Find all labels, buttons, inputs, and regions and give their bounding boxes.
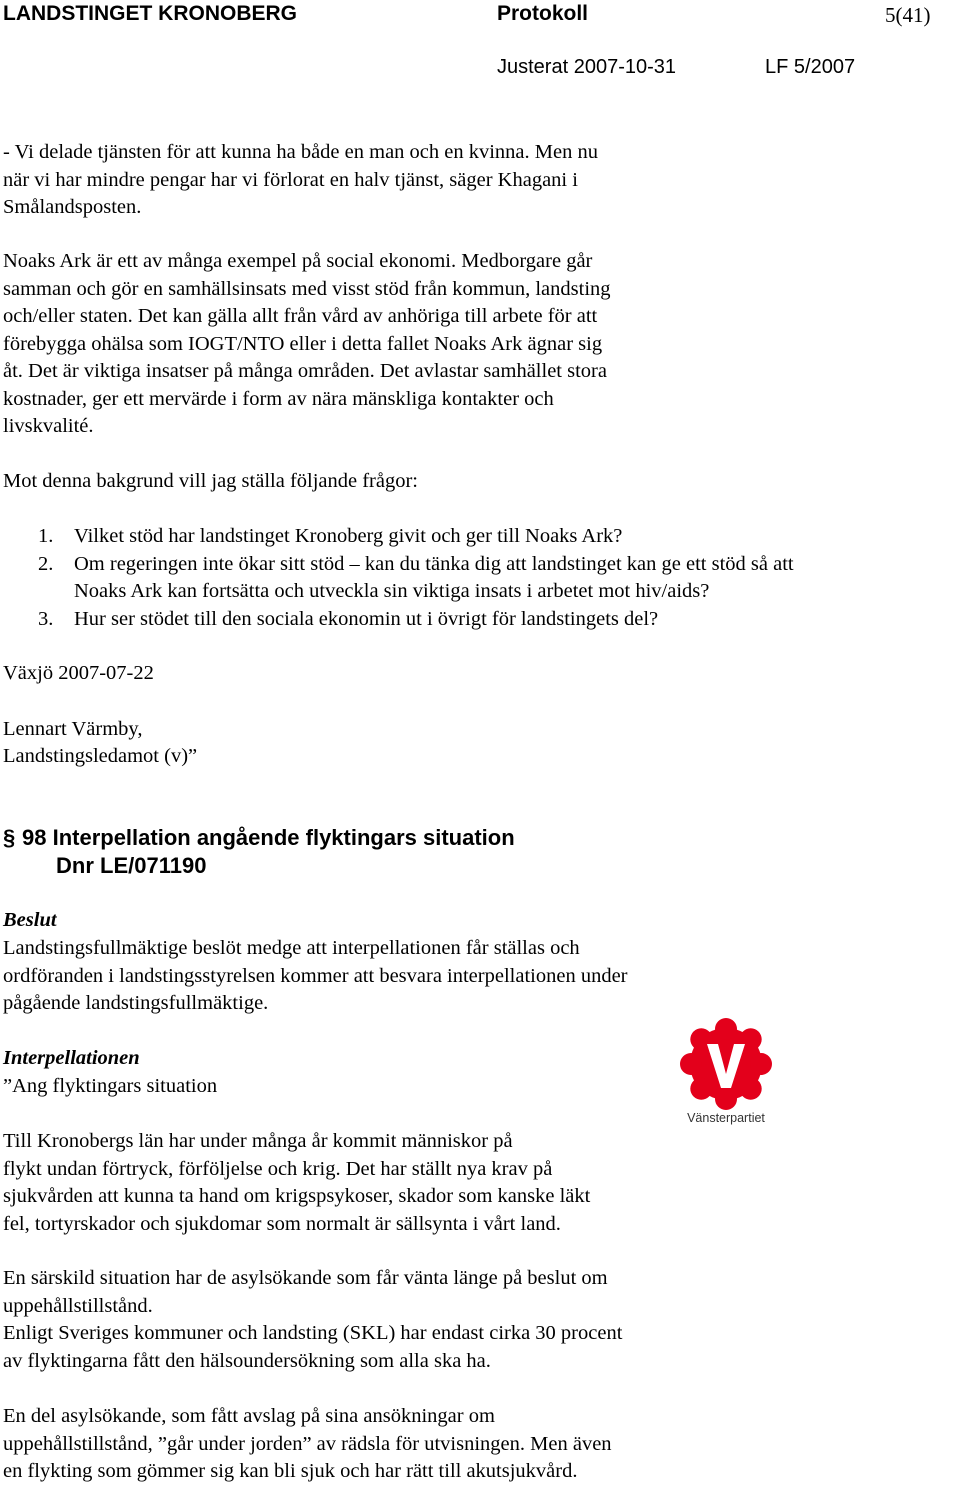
text-line: Noaks Ark är ett av många exempel på social ekonomi. Medborgare går: [3, 250, 593, 272]
text-line: flykt undan förtryck, förföljelse och krig. Det har ställt nya krav på: [3, 1157, 553, 1180]
text-line: Smålandsposten.: [3, 196, 142, 218]
doc-type: Protokoll: [497, 2, 589, 25]
list-item: Vilket stöd har landstinget Kronoberg givit och ger till Noaks Ark?: [74, 525, 623, 547]
text-line: åt. Det är viktiga insatser på många områden. Det avlastar samhället stora: [3, 360, 607, 382]
signer-name: Lennart Värmby,: [3, 718, 143, 740]
section-symbol: §: [3, 825, 16, 850]
text-line: - Vi delade tjänsten för att kunna ha både en man och en kvinna. Men nu: [3, 141, 598, 163]
beslut-text: [3, 935, 628, 1018]
section-dnr: Dnr LE/071190: [56, 853, 207, 878]
list-item: Om regeringen inte ökar sitt stöd – kan du tänka dig att landstinget kan ge ett stöd så att: [74, 552, 794, 575]
reference-number: LF 5/2007: [765, 56, 856, 78]
text-line: Till Kronobergs län har under många år kommit människor på: [3, 1130, 513, 1152]
logo-caption: Vänsterpartiet: [687, 1111, 765, 1125]
question-intro: Mot denna bakgrund vill jag ställa följande frågor:: [3, 470, 419, 492]
org-name: LANDSTINGET KRONOBERG: [3, 2, 297, 25]
text-line: En särskild situation har de asylsökande som får vänta länge på beslut om: [3, 1267, 608, 1289]
rose-v-icon: [678, 1016, 774, 1112]
list-number: 3.: [38, 607, 54, 630]
text-line: fel, tortyrskador och sjukdomar som normalt är sällsynta i vårt land.: [3, 1212, 561, 1235]
question-list: [0, 523, 960, 633]
approved-date: Justerat 2007-10-31: [497, 56, 677, 78]
text-line: förebygga ohälsa som IOGT/NTO eller i detta fallet Noaks Ark ägnar sig: [3, 332, 603, 355]
paragraph-asylum: [3, 1265, 622, 1375]
text-line: sjukvården att kunna ta hand om krigspsykoser, skador som kanske läkt: [3, 1185, 591, 1207]
paragraph-refugees: [3, 1128, 590, 1238]
text-line: av flyktingarna fått den hälsoundersökning som alla ska ha.: [3, 1349, 491, 1372]
interpellation-heading: Interpellationen: [3, 1047, 140, 1069]
section-title: 98 Interpellation angående flyktingars situation: [22, 825, 515, 850]
text-line: En del asylsökande, som fått avslag på sina ansökningar om: [3, 1405, 495, 1427]
text-line: livskvalité.: [3, 415, 94, 437]
text-line: och/eller staten. Det kan gälla allt från vård av anhöriga till arbete för att: [3, 305, 598, 327]
text-line: Landstingsfullmäktige beslöt medge att interpellationen får ställas och: [3, 937, 580, 959]
paragraph-social-economy: [3, 248, 611, 441]
list-number: 1.: [38, 525, 54, 547]
vansterpartiet-logo: [678, 1016, 774, 1128]
list-item: Hur ser stödet till den sociala ekonomin ut i övrigt för landstingets del?: [74, 607, 659, 630]
text-line: uppehållstillstånd, ”går under jorden” av rädsla för utvisningen. Men även: [3, 1432, 612, 1455]
page-number: 5(41): [885, 3, 931, 27]
text-line: ordföranden i landstingsstyrelsen kommer att besvara interpellationen under: [3, 964, 628, 987]
text-line: en flykting som gömmer sig kan bli sjuk och har rätt till akutsjukvård.: [3, 1460, 578, 1482]
paragraph-hidden-refugees: [3, 1403, 612, 1486]
paragraph-quote: [3, 139, 598, 222]
signer-title: Landstingsledamot (v)”: [3, 745, 198, 767]
list-number: 2.: [38, 552, 54, 575]
text-line: kostnader, ger ett mervärde i form av nära mänskliga kontakter och: [3, 387, 554, 410]
beslut-heading: Beslut: [3, 909, 57, 931]
text-line: uppehållstillstånd.: [3, 1294, 153, 1317]
text-line: när vi har mindre pengar har vi förlorat en halv tjänst, säger Khagani i: [3, 168, 578, 191]
list-item-continued: Noaks Ark kan fortsätta och utveckla sin viktiga insats i arbetet mot hiv/aids?: [74, 580, 710, 602]
text-line: Enligt Sveriges kommuner och landsting (SKL) har endast cirka 30 procent: [3, 1322, 623, 1344]
place-date: Växjö 2007-07-22: [3, 662, 154, 684]
text-line: samman och gör en samhällsinsats med visst stöd från kommun, landsting: [3, 277, 611, 300]
text-line: pågående landstingsfullmäktige.: [3, 992, 269, 1014]
interpellation-subtitle: ”Ang flyktingars situation: [3, 1075, 218, 1097]
